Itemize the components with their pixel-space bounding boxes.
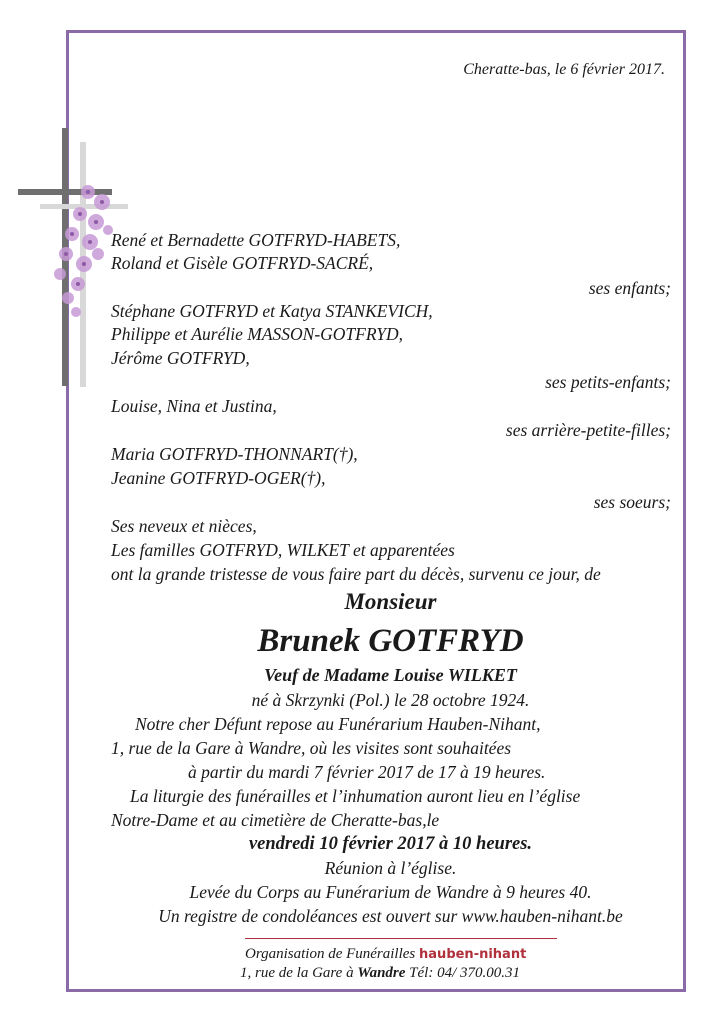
phone-text: Tél: 04/ 370.00.31: [409, 965, 520, 981]
organisation-label: Organisation de Funérailles: [245, 946, 416, 962]
birth-line: né à Skrzynki (Pol.) le 28 octobre 1924.: [251, 690, 530, 710]
detail-line: à partir du mardi 7 février 2017 de 17 à 19 heures.: [188, 762, 546, 782]
sister-line: Jeanine GOTFRYD-OGER(†),: [111, 468, 326, 488]
date-line: Cheratte-bas, le 6 février 2017.: [463, 61, 665, 78]
sisters-label: ses soeurs;: [593, 492, 671, 512]
great-grandchild-line: Louise, Nina et Justina,: [111, 396, 277, 416]
detail-line: Notre-Dame et au cimetière de Cheratte-bas,le: [111, 810, 440, 830]
family-line: Ses neveux et nièces,: [111, 516, 257, 536]
widower-line: Veuf de Madame Louise WILKET: [264, 665, 517, 685]
grandchildren-label: ses petits-enfants;: [545, 372, 671, 392]
address-text: 1, rue de la Gare à: [240, 965, 354, 981]
address-town: Wandre: [357, 965, 406, 981]
family-line: ont la grande tristesse de vous faire part du décès, survenu ce jour, de: [111, 564, 601, 584]
great-grandchildren-label: ses arrière-petite-filles;: [505, 420, 671, 440]
sister-line: Maria GOTFRYD-THONNART(†),: [111, 444, 358, 464]
children-label: ses enfants;: [588, 278, 671, 298]
footer-address: [240, 963, 520, 983]
brand-logo: hauben-nihant: [419, 947, 527, 962]
ceremony-date: vendredi 10 février 2017 à 10 heures.: [248, 834, 533, 854]
detail-line: Notre cher Défunt repose au Funérarium Hauben-Nihant,: [135, 714, 541, 734]
closing-line: Un registre de condoléances est ouvert sur www.hauben-nihant.be: [158, 906, 623, 926]
closing-line: Réunion à l’église.: [324, 858, 457, 878]
honorific: Monsieur: [344, 589, 437, 614]
family-line: Les familles GOTFRYD, WILKET et apparentées: [111, 540, 455, 560]
grandchild-line: Stéphane GOTFRYD et Katya STANKEVICH,: [111, 301, 433, 321]
closing-line: Levée du Corps au Funérarium de Wandre à 9 heures 40.: [189, 882, 592, 902]
footer-organisation: [245, 944, 526, 965]
deceased-name: Brunek GOTFRYD: [257, 623, 524, 659]
child-line: René et Bernadette GOTFRYD-HABETS,: [111, 230, 401, 250]
grandchild-line: Philippe et Aurélie MASSON-GOTFRYD,: [111, 324, 403, 344]
child-line: Roland et Gisèle GOTFRYD-SACRÉ,: [111, 253, 374, 273]
detail-line: La liturgie des funérailles et l’inhumation auront lieu en l’église: [130, 786, 581, 806]
detail-line: 1, rue de la Gare à Wandre, où les visites sont souhaitées: [111, 738, 512, 758]
footer-divider: [245, 938, 557, 939]
grandchild-line: Jérôme GOTFRYD,: [111, 348, 250, 368]
